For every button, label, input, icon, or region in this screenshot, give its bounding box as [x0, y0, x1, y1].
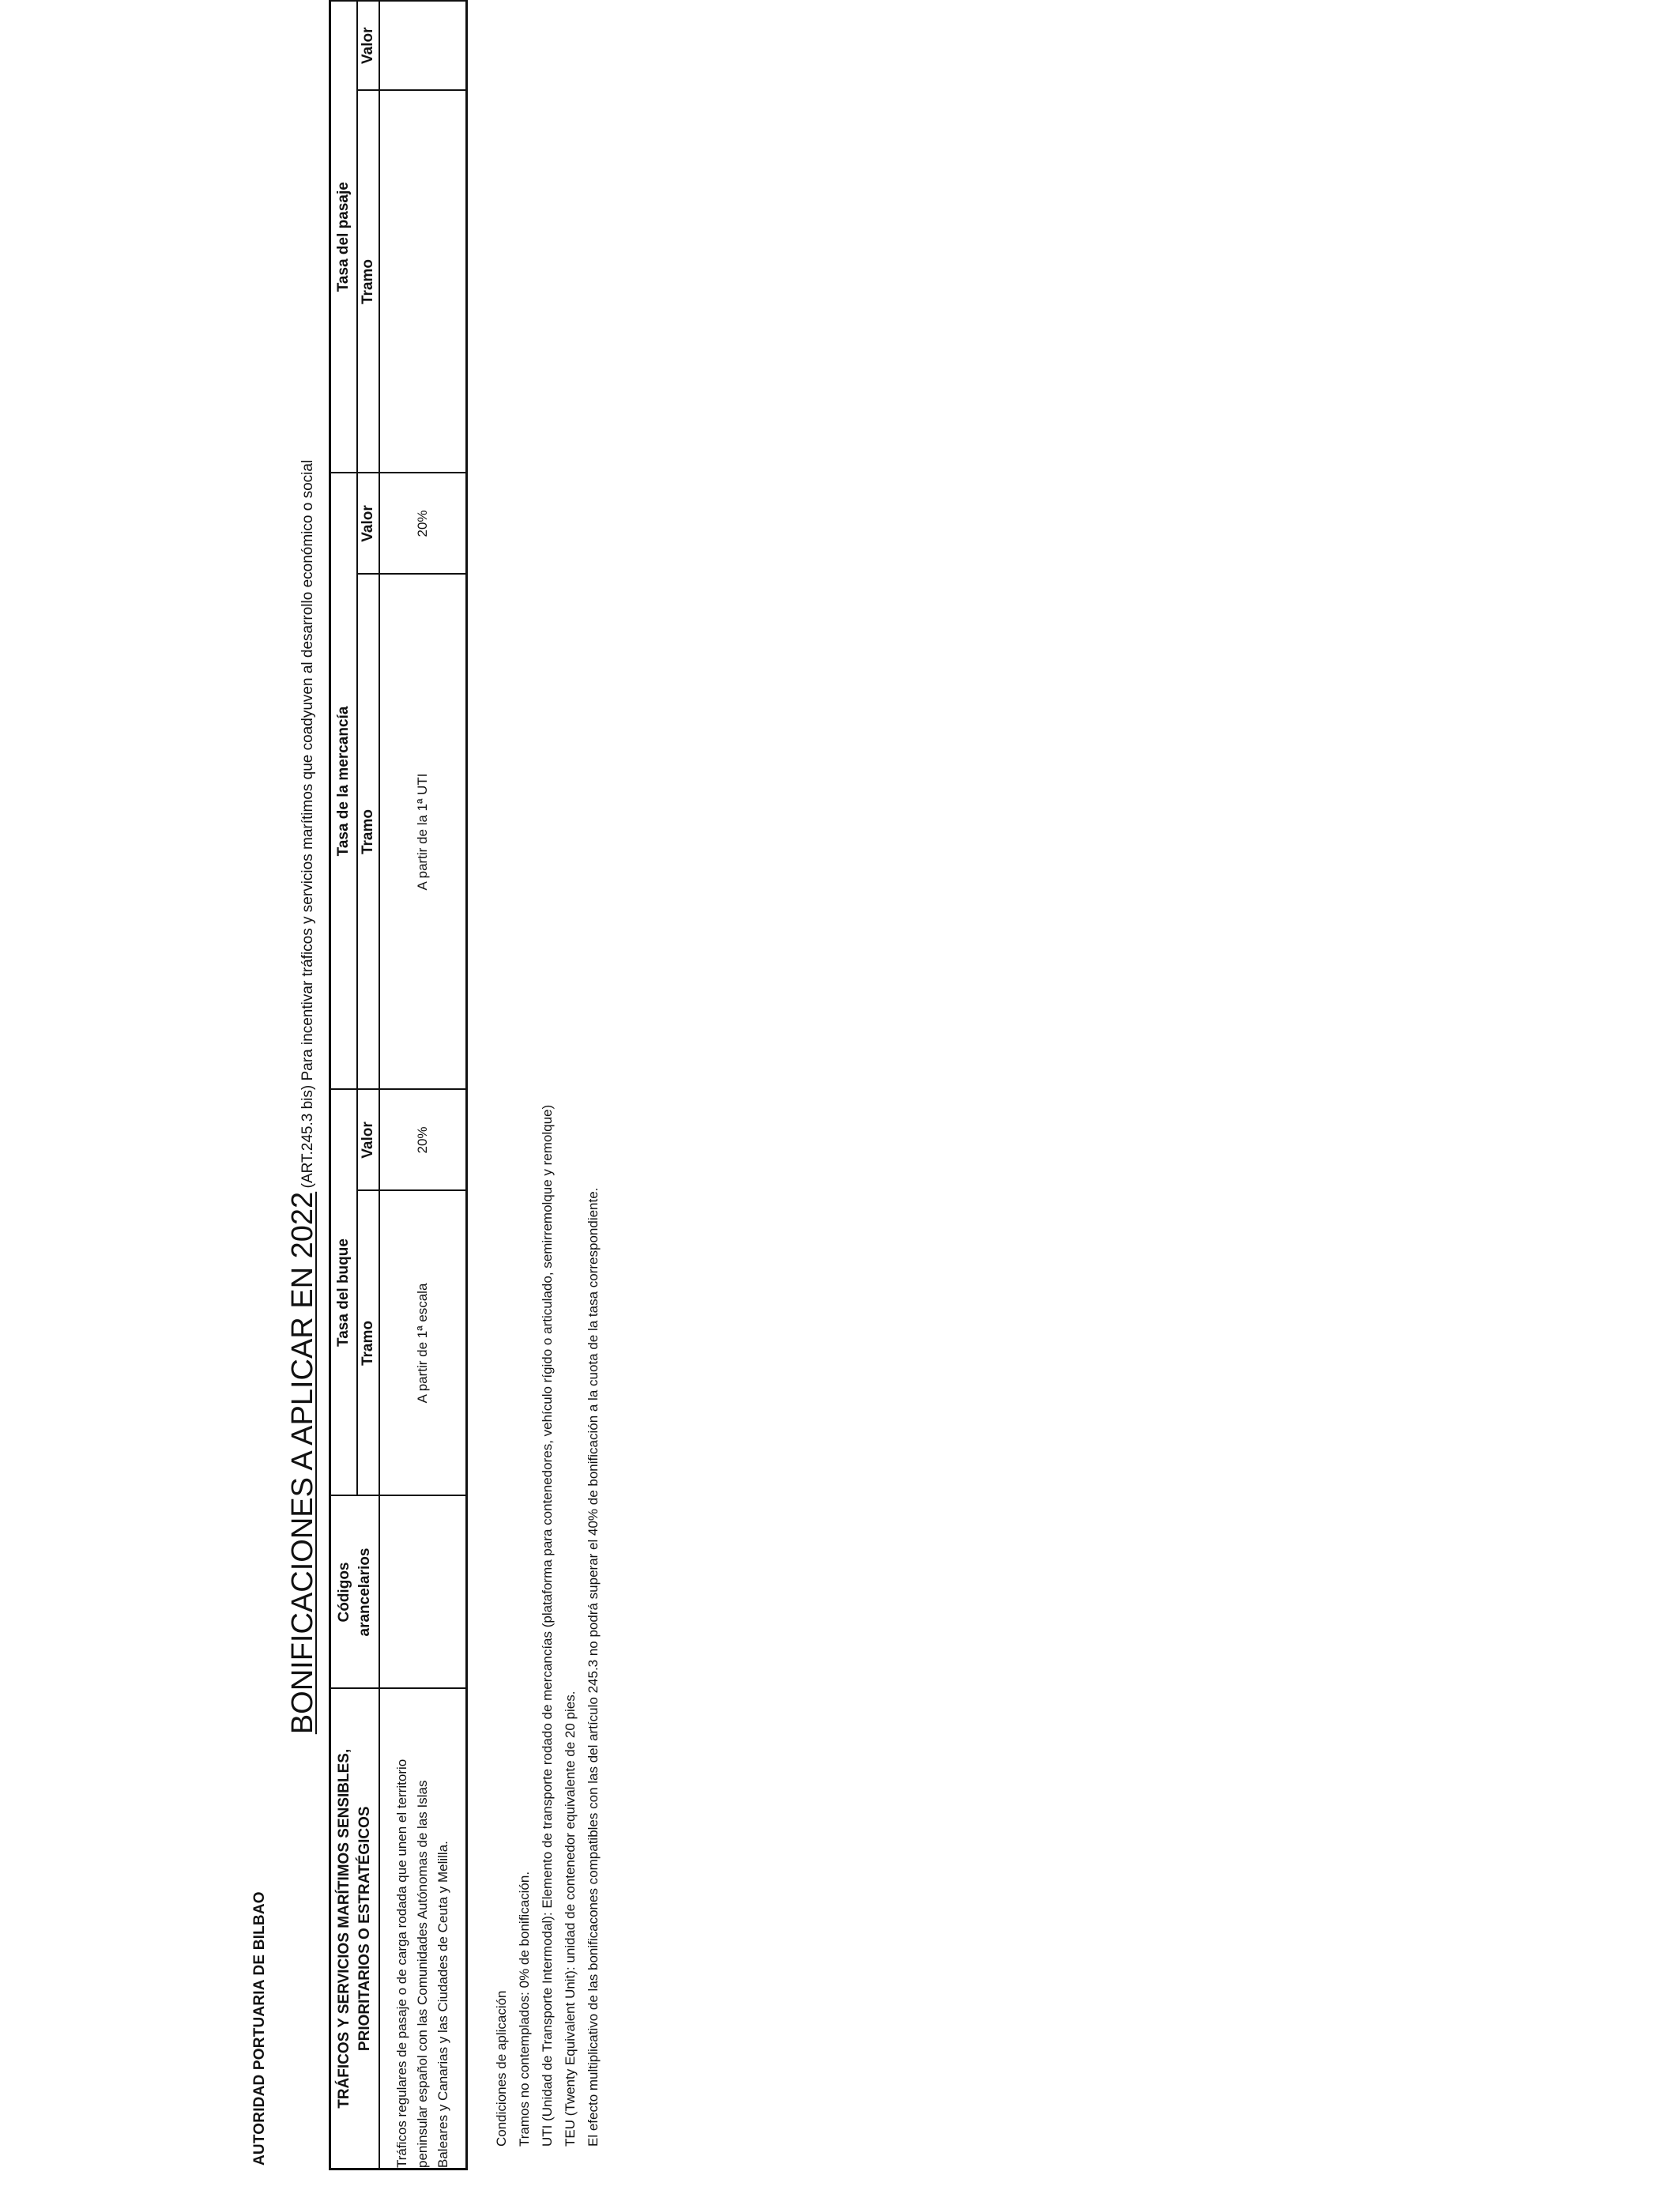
cell-pasaje-valor [379, 0, 467, 90]
subheader-pasaje-valor: Valor [357, 0, 379, 90]
subheader-mercancia-tramo: Tramo [357, 575, 379, 1090]
header-traffic-line: PRIORITARIOS O ESTRATÉGICOS [356, 1806, 373, 2052]
condition-line: Tramos no contemplados: 0% de bonificación. [517, 1871, 532, 2147]
page-subtitle: (ART.245.3 bis) Para incentivar tráficos y servicios marítimos que coadyuven al desarrollo económico o social [299, 459, 316, 1189]
page-title: BONIFICACIONES A APLICAR EN 2022 [286, 1191, 319, 1735]
header-traffic-line: TRÁFICOS Y SERVICIOS MARÍTIMOS SENSIBLES, [336, 1748, 352, 2109]
condition-line: TEU (Twenty Equivalent Unit): unidad de contenedor equivalente de 20 pies. [563, 1691, 578, 2147]
table-row [379, 0, 467, 2169]
condition-line: El efecto multiplicativo de las bonificacones compatibles con las del artículo 245.3 no podrá superar el 40% de bonificación a la cuota de la tasa correspondiente. [586, 1187, 601, 2147]
traffic-description-line: Baleares y Canarias y las Ciudades de Ceuta y Melilla. [435, 1841, 450, 2168]
header-group-pasaje: Tasa del pasaje [330, 0, 358, 473]
bonification-table [329, 0, 468, 2170]
cell-pasaje-tramo [379, 90, 467, 473]
traffic-description-line: Tráficos regulares de pasaje o de carga rodada que unen el territorio [394, 1759, 409, 2168]
header-codes-line: arancelarios [356, 1547, 373, 1637]
condition-line: UTI (Unidad de Transporte Intermodal): Elemento de transporte rodado de mercancías (plataforma para contenedores, vehículo rígido o articulado, semirremolque y remolque) [540, 1104, 555, 2147]
cell-buque-valor: 20% [379, 1090, 467, 1191]
title-line [286, 0, 320, 2194]
subheader-pasaje-tramo: Tramo [357, 90, 379, 473]
cell-buque-tramo: A partir de 1ª escala [379, 1191, 467, 1496]
cell-codes [379, 1496, 467, 1689]
organization-name: AUTORIDAD PORTUARIA DE BILBAO [251, 1891, 268, 2166]
header-codes-line: Códigos [336, 1562, 352, 1623]
traffic-description-line: peninsular español con las Comunidades Autónomas de las Islas [415, 1780, 430, 2168]
cell-mercancia-valor: 20% [379, 473, 467, 574]
header-group-buque: Tasa del buque [330, 1090, 358, 1496]
subheader-buque-tramo: Tramo [357, 1191, 379, 1496]
header-group-mercancia: Tasa de la mercancía [330, 473, 358, 1089]
subheader-mercancia-valor: Valor [357, 473, 379, 574]
conditions-block [490, 1105, 605, 2147]
table-header-row [330, 0, 358, 2169]
header-traffic [330, 1689, 380, 2169]
cell-mercancia-tramo: A partir de la 1ª UTI [379, 575, 467, 1090]
conditions-heading: Condiciones de aplicación [494, 1990, 509, 2147]
cell-traffic-description [379, 1689, 467, 2169]
subheader-buque-valor: Valor [357, 1090, 379, 1191]
header-codes [330, 1496, 380, 1689]
